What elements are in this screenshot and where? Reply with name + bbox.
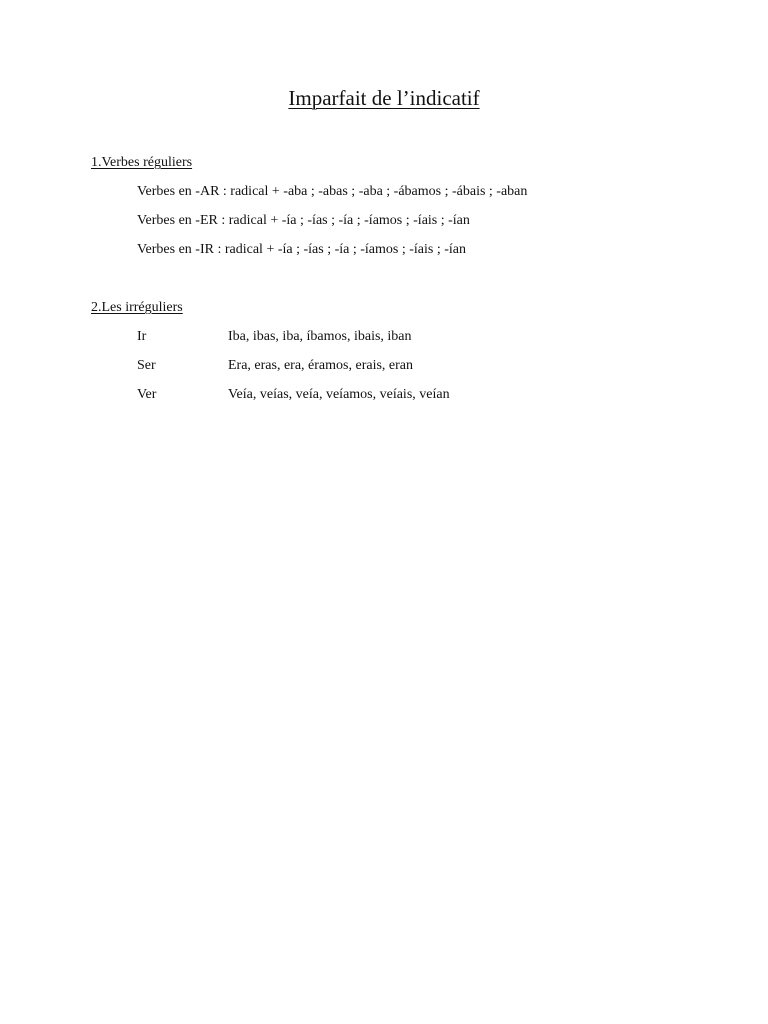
irregular-verb: Ver — [137, 387, 157, 402]
rule-line-ar: Verbes en -AR : radical + -aba ; -abas ; -aba ; -ábamos ; -ábais ; -aban — [137, 184, 528, 199]
irregular-row-ver — [137, 387, 450, 403]
section-heading-irregular: 2.Les irréguliers — [91, 300, 183, 315]
irregular-verb: Ser — [137, 358, 156, 373]
irregular-forms: Era, eras, era, éramos, erais, eran — [228, 358, 414, 373]
irregular-verb: Ir — [137, 329, 147, 344]
irregular-forms: Veía, veías, veía, veíamos, veíais, veían — [228, 387, 450, 402]
irregular-row-ser — [137, 358, 413, 374]
irregular-forms: Iba, ibas, iba, íbamos, ibais, iban — [228, 329, 412, 344]
section-heading-regular: 1.Verbes réguliers — [91, 155, 193, 170]
irregular-row-ir — [137, 329, 412, 345]
page-title: Imparfait de l’indicatif — [288, 86, 480, 110]
rule-line-er: Verbes en -ER : radical + -ía ; -ías ; -ía ; -íamos ; -íais ; -ían — [137, 213, 470, 228]
rule-line-ir: Verbes en -IR : radical + -ía ; -ías ; -ía ; -íamos ; -íais ; -ían — [137, 242, 467, 257]
